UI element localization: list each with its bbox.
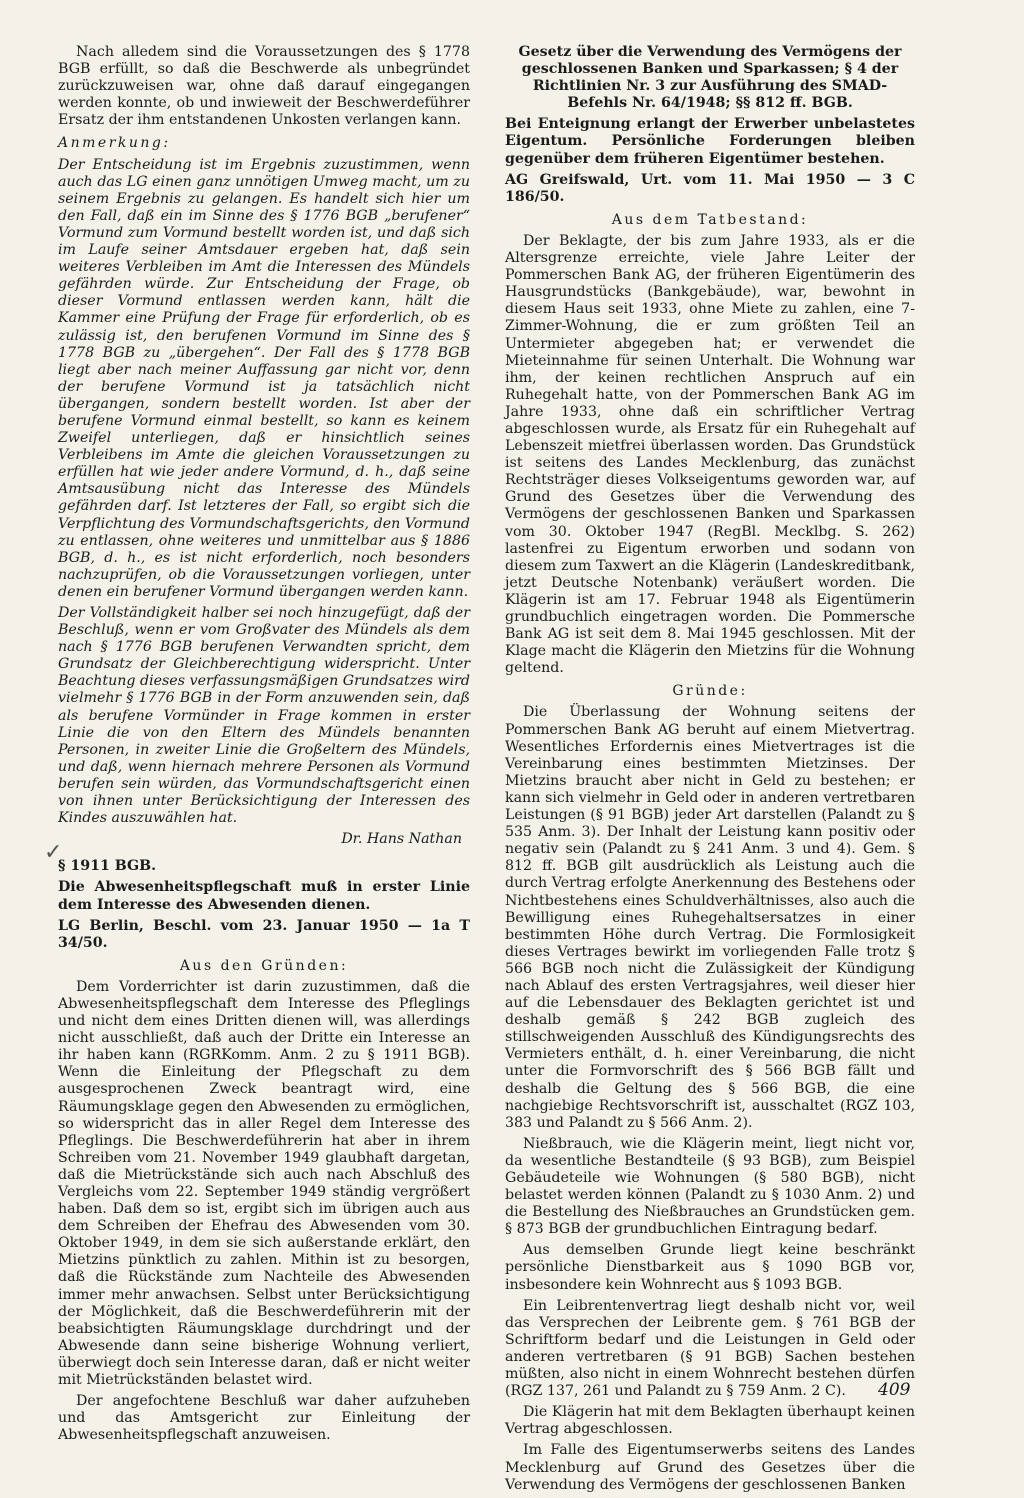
case-citation: AG Greifswald, Urt. vom 11. Mai 1950 — 3 C 186/50. (505, 171, 915, 205)
paragraph: Der Beklagte, der bis zum Jahre 1933, als er die Altersgrenze erreichte, viele Jahre Leiter der Pommerschen Bank AG, der früheren Eigentümerin des Hausgrundstücks (Bankgebäude), war, bewohnt in diesem Haus seit 1933, ohne Miete zu zahlen, eine 7-Zimmer-Wohnung, die er zum größten Teil an Untermieter abgegeben hat; er verwendet die Mieteinnahme für seinen Unterhalt. Die Wohnung war ihm, der keinen rechtlichen Anspruch auf ein Ruhegehalt hatte, von der Pommerschen Bank AG im Jahre 1933, ohne daß ein schriftlicher Vertrag abgeschlossen wurde, als Ersatz für ein Ruhegehalt auf Lebenszeit mietfrei überlassen worden. Das Grundstück ist seitens des Landes Mecklenburg, das zunächst Rechtsträger dieses Volkseigentums geworden war, auf Grund des Gesetzes über die Verwendung des Vermögens der geschlossenen Banken und Sparkassen vom 30. Oktober 1947 (RegBl. Mecklbg. S. 262) lastenfrei zu Eigentum erworben und sodann von diesem zum Taxwert an die Klägerin (Landeskreditbank, jetzt Deutsche Notenbank) veräußert worden. Die Klägerin ist am 17. Februar 1948 als Eigentümerin grundbuchlich eingetragen worden. Die Pommersche Bank AG ist seit dem 8. Mai 1945 geschlossen. Mit der Klage macht die Klägerin den Mietzins für die Wohnung geltend. (505, 232, 915, 677)
paragraph: Im Falle des Eigentumserwerbs seitens des Landes Mecklenburg auf Grund des Gesetzes über die Verwendung des Vermögens der geschlossenen Banken (505, 1442, 915, 1493)
paragraph: Dem Vorderrichter ist darin zuzustimmen, daß die Abwesenheitspflegschaft dem Interesse des Pfleglings und nicht dem eines Dritten dienen will, was allerdings nicht ausschließt, daß auch der Dritte ein Interesse an ihr haben kann (RGRKomm. Anm. 2 zu § 1911 BGB). Wenn die Einleitung der Pflegschaft zu dem ausgesprochenen Zweck beantragt wird, eine Räumungsklage gegen den Abwesenden zu ermöglichen, so widerspricht das in aller Regel dem Interesse des Pfleglings. Die Beschwerdeführerin hat aber in ihrem Schreiben vom 21. November 1949 glaubhaft dargetan, daß die Mietrückstände sich auch nach Abschluß des Vergleichs vom 22. September 1949 ständig vergrößert haben. Daß dem so ist, ergibt sich im übrigen auch aus dem Schreiben der Ehefrau des Abwesenden vom 30. Oktober 1949, in dem sie sich außerstande erklärt, den Mietzins pünktlich zu zahlen. Mithin ist zu besorgen, daß die Rückstände zum Nachteile des Abwesenden immer mehr anwachsen. Selbst unter Berücksichtigung der Möglichkeit, daß die Beschwerdeführerin mit der beabsichtigten Räumungsklage durchdringt und der Abwesende dann seine bisherige Wohnung verliert, überwiegt doch sein Interesse daran, daß er nicht weiter mit Mietrückständen belastet wird. (58, 978, 470, 1389)
headnote: Bei Enteignung erlangt der Erwerber unbelastetes Eigentum. Persönliche Forderungen bleiben gegenüber dem früheren Eigentümer bestehen. (505, 116, 915, 167)
paragraph: Die Klägerin hat mit dem Beklagten überhaupt keinen Vertrag abgeschlossen. (505, 1404, 915, 1438)
checkmark-icon: ✓ (44, 840, 63, 865)
paragraph: Die Überlassung der Wohnung seitens der Pommerschen Bank AG beruht auf einem Mietvertrag. Wesentliches Erfordernis eines Mietvertrages ist die Vereinbarung eines bestimmten Mietzinses. Der Mietzins braucht aber nicht in Geld zu bestehen; er kann sich vielmehr in Geld oder in anderen vertretbaren Leistungen (§ 91 BGB) jeder Art darstellen (Palandt zu § 535 Anm. 3). Der Inhalt der Leistung kann positiv oder negativ sein (Palandt zu § 241 Anm. 3 und 4). Gem. § 812 ff. BGB gilt ausdrücklich als Leistung auch die durch Vertrag erfolgte Anerkennung des Bestehens oder Nichtbestehens eines Schuldverhältnisses, also auch die Bewilligung eines Ruhegehaltsersatzes in einer bestimmten Höhe durch Vertrag. Die Formlosigkeit dieses Vertrages bewirkt im vorliegenden Falle trotz § 566 BGB noch nicht die Zulässigkeit der Kündigung nach Ablauf des ersten Vertragsjahres, weil dieser hier auf die Lebensdauer des Beklagten gerichtet ist und deshalb gemäß § 242 BGB zugleich des stillschweigenden Ausschluß des Kündigungsrechts des Vermieters enthält, d. h. einer Vereinbarung, die nicht unter die Formvorschrift des § 566 BGB fällt und deshalb die Geltung des § 566 BGB, die eine nachgiebige Rechtsvorschrift ist, ausschaltet (RGZ 103, 383 und Palandt zu § 566 Anm. 2). (505, 704, 915, 1131)
paragraph: Ein Leibrentenvertrag liegt deshalb nicht vor, weil das Versprechen der Leibrente gem. § 761 BGB der Schriftform bedarf und die Leistungen in Geld oder anderen vertretbaren (§ 91 BGB) Sachen bestehen müßten, also nicht in einem Wohnrecht bestehen dürfen (RGZ 137, 261 und Palandt zu § 759 Anm. 2 C). (505, 1297, 915, 1400)
law-reference: § 1911 BGB. (58, 858, 157, 875)
paragraph: Nach alledem sind die Voraussetzungen des § 1778 BGB erfüllt, so daß die Beschwerde als unbegründet zurückzuweisen war, ohne daß darauf eingegangen werden konnte, ob und inwieweit der Beschwerdeführer Ersatz der ihm entstandenen Unkosten verlangen kann. (58, 44, 470, 129)
page-number: 409 (878, 1380, 911, 1400)
reasons-heading: Aus den Gründen: (179, 957, 349, 974)
left-column (58, 44, 470, 1448)
paragraph: Der angefochtene Beschluß war daher aufzuheben und das Amtsgericht zur Einleitung der Abwesenheitspflegschaft anzuweisen. (58, 1393, 470, 1444)
facts-heading: Aus dem Tatbestand: (611, 211, 809, 228)
annotation-block (58, 135, 470, 827)
paragraph: Nießbrauch, wie die Klägerin meint, liegt nicht vor, da wesentliche Bestandteile (§ 93 BGB), zum Beispiel Gebäudeteile wie Wohnungen (§ 580 BGB), nicht belastet werden können (Palandt zu § 1030 Anm. 2) und die Bestellung des Nießbrauches an Grundstücken gem. § 873 BGB der grundbuchlichen Eintragung bedarf. (505, 1135, 915, 1238)
paragraph: Aus demselben Grunde liegt keine beschränkt persönliche Dienstbarkeit aus § 1090 BGB vor, insbesondere kein Wohnrecht aus § 1093 BGB. (505, 1242, 915, 1293)
reasons-heading: Gründe: (672, 683, 748, 700)
annotation-paragraph: Der Vollständigkeit halber sei noch hinzugefügt, daß der Beschluß, wenn er vom Großvater des Mündels als dem nach § 1776 BGB berufenen Verwandten spricht, dem Grundsatz der Gleichberechtigung widerspricht. Unter Beachtung dieses verfassungsmäßigen Grundsatzes wird vielmehr § 1776 BGB in der Form anzuwenden sein, daß als berufene Vormünder in Frage kommen in erster Linie die von den Eltern des Mündels benannten Personen, in zweiter Linie die Großeltern des Mündels, und daß, wenn hiernach mehrere Personen als Vormund berufen sein würden, das Vormundschaftsgericht einen von ihnen unter Berücksichtigung der Interessen des Kindes auszuwählen hat. (58, 605, 470, 827)
right-column (505, 44, 915, 1498)
headnote: Die Abwesenheitspflegschaft muß in erster Linie dem Interesse des Abwesenden dienen. (58, 879, 470, 913)
author-signature: Dr. Hans Nathan (341, 831, 462, 848)
annotation-paragraph: Der Entscheidung ist im Ergebnis zuzustimmen, wenn auch das LG einen ganz unnötigen Umweg macht, um zu seinem Ergebnis zu gelangen. Es handelt sich hier um den Fall, daß ein im Sinne des § 1776 BGB „berufener“ Vormund zum Vormund bestellt worden ist, und daß sich im Laufe seiner Amtsdauer ergeben hat, daß sein weiteres Verbleiben im Amt die Interessen des Mündels gefährden würde. Zur Entscheidung der Frage, ob dieser Vormund entlassen werden kann, hält die Kammer eine Prüfung der Frage für erforderlich, ob es zulässig ist, den berufenen Vormund im Sinne des § 1778 BGB zu „übergehen“. Der Fall des § 1778 BGB liegt aber nach meiner Auffassung gar nicht vor, denn der berufene Vormund ist ja tatsächlich nicht übergangen, sondern bestellt worden. Ist aber der berufene Vormund einmal bestellt, so kann es keinem Zweifel unterliegen, daß er hinsichtlich seines Verbleibens im Amte die gleichen Voraussetzungen zu erfüllen hat wie jeder andere Vormund, d. h., daß seine Amtsausübung nicht das Interesse des Mündels gefährden darf. Ist letzteres der Fall, so ergibt sich die Verpflichtung des Vormundschaftsgerichts, den Vormund zu entlassen, ohne weiteres und unmittelbar aus § 1886 BGB, d. h., es ist nicht erforderlich, noch besonders nachzuprüfen, ob die Voraussetzungen vorliegen, unter denen ein berufener Vormund übergangen werden kann. (58, 156, 470, 600)
annotation-heading: Anmerkung: (58, 135, 171, 152)
case-citation: LG Berlin, Beschl. vom 23. Januar 1950 — 1a T 34/50. (58, 917, 470, 951)
law-reference: Gesetz über die Verwendung des Vermögens der geschlossenen Banken und Sparkassen; § 4 der Richtlinien Nr. 3 zur Ausführung des SMAD-Befehls Nr. 64/1948; §§ 812 ff. BGB. (518, 44, 902, 112)
